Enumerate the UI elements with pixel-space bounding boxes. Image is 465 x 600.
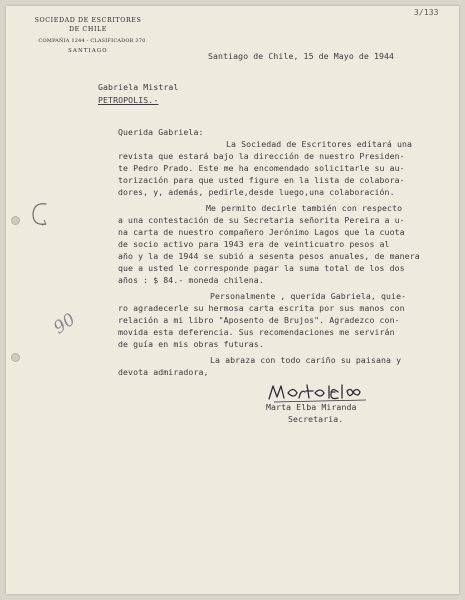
margin-annotation [50, 310, 79, 339]
body-line: Me permito decirle también con respecto [206, 203, 403, 213]
signer-title: Secretaria. [288, 414, 344, 424]
body-line: La Sociedad de Escritores editará una [226, 139, 413, 149]
body-line: na carta de nuestro compañero Jerónimo Lagos que la cuota [118, 227, 405, 237]
body-line: años : $ 84.- moneda chilena. [118, 275, 264, 285]
letterhead-org-line2: DE CHILE [68, 26, 108, 33]
body-line: ro agradecerle su hermosa carta escrita por sus manos con [118, 303, 405, 313]
punch-hole [11, 353, 20, 362]
signer-name: Marta Elba Miranda [266, 402, 357, 412]
body-line: dores, y, además, pedirle,desde luego,una colaboración. [118, 187, 395, 197]
punch-hole [11, 216, 20, 225]
letterhead-city: SANTIAGO [68, 48, 108, 54]
body-line: revista que estará bajo la dirección de nuestro Presiden- [118, 151, 405, 161]
margin-pencil-mark [28, 200, 52, 230]
body-line: movida esta deferencia. Sus recomendaciones me servirán [118, 327, 395, 337]
body-line: año y la de 1944 se subió a sesenta pesos anuales, de manera [118, 251, 420, 261]
date-line: Santiago de Chile, 15 de Mayo de 1944 [208, 51, 395, 61]
body-line: devota admiradora, [118, 367, 209, 377]
body-line: de guía en mis obras futuras. [118, 339, 264, 349]
recipient-place: PETROPOLIS.- [98, 95, 159, 105]
body-line: La abraza con todo cariño su paisana y [210, 355, 402, 365]
margin-annotation-text: 90 [50, 309, 80, 339]
body-line: torización para que usted figure en la lista de colabora- [118, 175, 405, 185]
body-line: que a usted le corresponde pagar la suma total de los dos [118, 263, 405, 273]
letterhead-address: COMPAÑIA 1244 - CLASIFICADOR 370 [38, 38, 146, 44]
salutation: Querida Gabriela: [118, 127, 204, 137]
body-line: relación a mi libro "Aposento de Brujos". Agradezco con- [118, 315, 400, 325]
body-line: te Pedro Prado. Este me ha encomendado solicitarle su au- [118, 163, 405, 173]
letterhead-org-line1: SOCIEDAD DE ESCRITORES [34, 17, 142, 24]
archive-number: 3/133 [414, 8, 439, 17]
letter-page [6, 6, 459, 594]
body-line: a una contestación de su Secretaria señorita Pereira a u- [118, 215, 405, 225]
recipient-name: Gabriela Mistral [98, 82, 179, 92]
body-line: Personalmente , querida Gabriela, quie- [210, 291, 407, 301]
body-line: de socio activo para 1943 era de veinticuatro pesos al [118, 239, 390, 249]
